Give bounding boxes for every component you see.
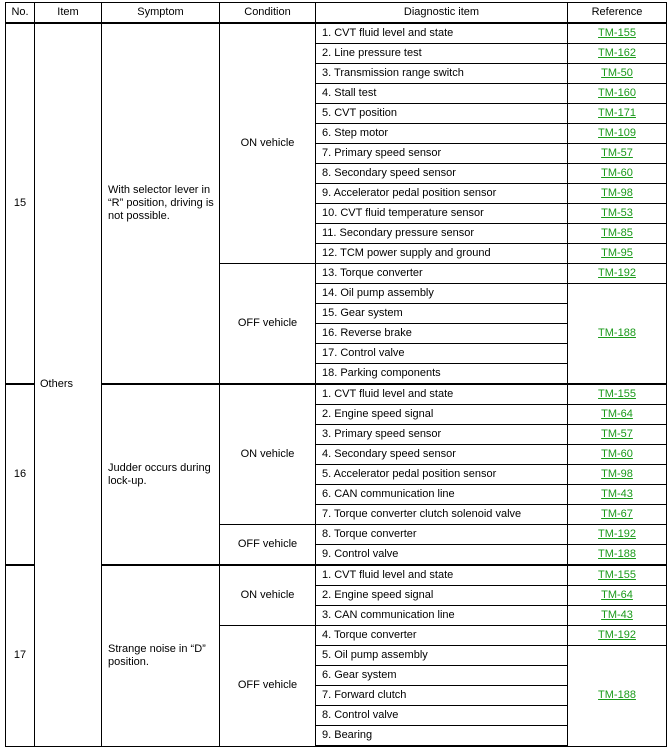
reference-cell xyxy=(568,505,667,525)
diagnostic-item-cell: 4. Stall test xyxy=(316,84,568,104)
diagnosis-table xyxy=(5,2,667,747)
reference-cell xyxy=(568,144,667,164)
diagnostic-item-cell: 8. Secondary speed sensor xyxy=(316,164,568,184)
condition-cell: ON vehicle xyxy=(220,23,316,264)
diagnostic-item-cell: 7. Forward clutch xyxy=(316,686,568,706)
reference-cell xyxy=(568,23,667,44)
reference-link[interactable]: TM-188 xyxy=(598,327,636,339)
diagnostic-item-cell: 9. Accelerator pedal position sensor xyxy=(316,184,568,204)
reference-link[interactable]: TM-98 xyxy=(601,187,633,199)
reference-link[interactable]: TM-67 xyxy=(601,508,633,520)
symptom-number: 15 xyxy=(6,23,35,384)
header-reference: Reference xyxy=(568,3,667,24)
diagnostic-item-cell: 3. Primary speed sensor xyxy=(316,425,568,445)
condition-cell: OFF vehicle xyxy=(220,626,316,747)
reference-cell xyxy=(568,164,667,184)
reference-link[interactable]: TM-60 xyxy=(601,448,633,460)
reference-link[interactable]: TM-43 xyxy=(601,488,633,500)
diagnostic-item-cell: 4. Secondary speed sensor xyxy=(316,445,568,465)
reference-cell xyxy=(568,184,667,204)
reference-cell xyxy=(568,244,667,264)
reference-link[interactable]: TM-43 xyxy=(601,609,633,621)
reference-link[interactable]: TM-188 xyxy=(598,689,636,702)
reference-cell xyxy=(568,104,667,124)
header-condition: Condition xyxy=(220,3,316,24)
reference-link[interactable]: TM-192 xyxy=(598,629,636,641)
reference-cell xyxy=(568,525,667,545)
reference-link[interactable]: TM-192 xyxy=(598,528,636,540)
reference-link[interactable]: TM-57 xyxy=(601,428,633,440)
reference-cell xyxy=(568,626,667,646)
reference-cell xyxy=(568,545,667,566)
reference-cell xyxy=(568,264,667,284)
diagnostic-item-cell: 8. Control valve xyxy=(316,706,568,726)
reference-link[interactable]: TM-155 xyxy=(598,569,636,581)
reference-cell xyxy=(568,224,667,244)
reference-link[interactable]: TM-53 xyxy=(601,207,633,219)
diagnostic-item-cell: 5. Accelerator pedal position sensor xyxy=(316,465,568,485)
diagnostic-item-cell: 7. Torque converter clutch solenoid valve xyxy=(316,505,568,525)
reference-link[interactable]: TM-188 xyxy=(598,548,636,560)
diagnostic-item-cell: 11. Secondary pressure sensor xyxy=(316,224,568,244)
diagnostic-item-cell: 8. Torque converter xyxy=(316,525,568,545)
reference-link[interactable]: TM-50 xyxy=(601,67,633,79)
reference-cell xyxy=(568,485,667,505)
diagnostic-item-cell: 1. CVT fluid level and state xyxy=(316,384,568,405)
reference-link[interactable]: TM-98 xyxy=(601,468,633,480)
reference-link[interactable]: TM-155 xyxy=(598,388,636,400)
symptom-cell: Strange noise in “D” position. xyxy=(102,565,220,746)
reference-cell xyxy=(568,84,667,104)
diagnostic-item-cell: 9. Bearing xyxy=(316,726,568,747)
reference-link[interactable]: TM-64 xyxy=(601,589,633,601)
diagnostic-item-cell: 18. Parking components xyxy=(316,364,568,385)
reference-cell xyxy=(568,284,667,385)
header-no: No. xyxy=(6,3,35,24)
table-row xyxy=(6,384,667,405)
diagnostic-item-cell: 2. Engine speed signal xyxy=(316,586,568,606)
header-diagnostic-item: Diagnostic item xyxy=(316,3,568,24)
condition-cell: OFF vehicle xyxy=(220,264,316,385)
diagnostic-item-cell: 1. CVT fluid level and state xyxy=(316,565,568,586)
reference-cell xyxy=(568,204,667,224)
reference-cell xyxy=(568,445,667,465)
diagnostic-item-cell: 6. Step motor xyxy=(316,124,568,144)
reference-cell xyxy=(568,44,667,64)
symptom-cell: With selector lever in “R” position, driving is not possible. xyxy=(102,23,220,384)
table-header-row xyxy=(6,3,667,24)
diagnostic-item-cell: 2. Engine speed signal xyxy=(316,405,568,425)
condition-cell: OFF vehicle xyxy=(220,525,316,566)
table-row xyxy=(6,23,667,44)
reference-cell xyxy=(568,465,667,485)
diagnostic-item-cell: 1. CVT fluid level and state xyxy=(316,23,568,44)
reference-cell xyxy=(568,405,667,425)
table-body xyxy=(6,23,667,746)
diagnostic-item-cell: 14. Oil pump assembly xyxy=(316,284,568,304)
reference-cell xyxy=(568,64,667,84)
diagnostic-item-cell: 15. Gear system xyxy=(316,304,568,324)
reference-cell xyxy=(568,124,667,144)
reference-link[interactable]: TM-109 xyxy=(598,127,636,139)
diagnostic-item-cell: 12. TCM power supply and ground xyxy=(316,244,568,264)
diagnostic-item-cell: 9. Control valve xyxy=(316,545,568,566)
condition-cell: ON vehicle xyxy=(220,384,316,525)
reference-link[interactable]: TM-160 xyxy=(598,87,636,99)
diagnostic-item-cell: 5. CVT position xyxy=(316,104,568,124)
reference-link[interactable]: TM-64 xyxy=(601,408,633,420)
header-symptom: Symptom xyxy=(102,3,220,24)
reference-link[interactable]: TM-60 xyxy=(601,167,633,179)
diagnostic-item-cell: 3. Transmission range switch xyxy=(316,64,568,84)
reference-cell xyxy=(568,646,667,747)
diagnosis-table-wrapper xyxy=(5,2,667,747)
diagnostic-item-cell: 6. Gear system xyxy=(316,666,568,686)
symptom-number: 16 xyxy=(6,384,35,565)
table-row xyxy=(6,565,667,586)
reference-link[interactable]: TM-162 xyxy=(598,47,636,59)
reference-cell xyxy=(568,384,667,405)
diagnostic-item-cell: 5. Oil pump assembly xyxy=(316,646,568,666)
reference-link[interactable]: TM-85 xyxy=(601,227,633,239)
diagnostic-item-cell: 7. Primary speed sensor xyxy=(316,144,568,164)
reference-cell xyxy=(568,586,667,606)
diagnostic-item-cell: 16. Reverse brake xyxy=(316,324,568,344)
item-cell: Others xyxy=(35,23,102,746)
diagnostic-item-cell: 3. CAN communication line xyxy=(316,606,568,626)
reference-cell xyxy=(568,565,667,586)
reference-cell xyxy=(568,425,667,445)
reference-link[interactable]: TM-95 xyxy=(601,247,633,259)
symptom-number: 17 xyxy=(6,565,35,746)
diagnostic-item-cell: 2. Line pressure test xyxy=(316,44,568,64)
reference-link[interactable]: TM-171 xyxy=(598,107,636,119)
symptom-cell: Judder occurs during lock-up. xyxy=(102,384,220,565)
header-item: Item xyxy=(35,3,102,24)
reference-cell xyxy=(568,606,667,626)
reference-link[interactable]: TM-192 xyxy=(598,267,636,279)
diagnostic-item-cell: 13. Torque converter xyxy=(316,264,568,284)
diagnostic-item-cell: 4. Torque converter xyxy=(316,626,568,646)
diagnostic-item-cell: 10. CVT fluid temperature sensor xyxy=(316,204,568,224)
reference-link[interactable]: TM-57 xyxy=(601,147,633,159)
diagnostic-item-cell: 6. CAN communication line xyxy=(316,485,568,505)
diagnostic-item-cell: 17. Control valve xyxy=(316,344,568,364)
condition-cell: ON vehicle xyxy=(220,565,316,626)
reference-link[interactable]: TM-155 xyxy=(598,27,636,39)
